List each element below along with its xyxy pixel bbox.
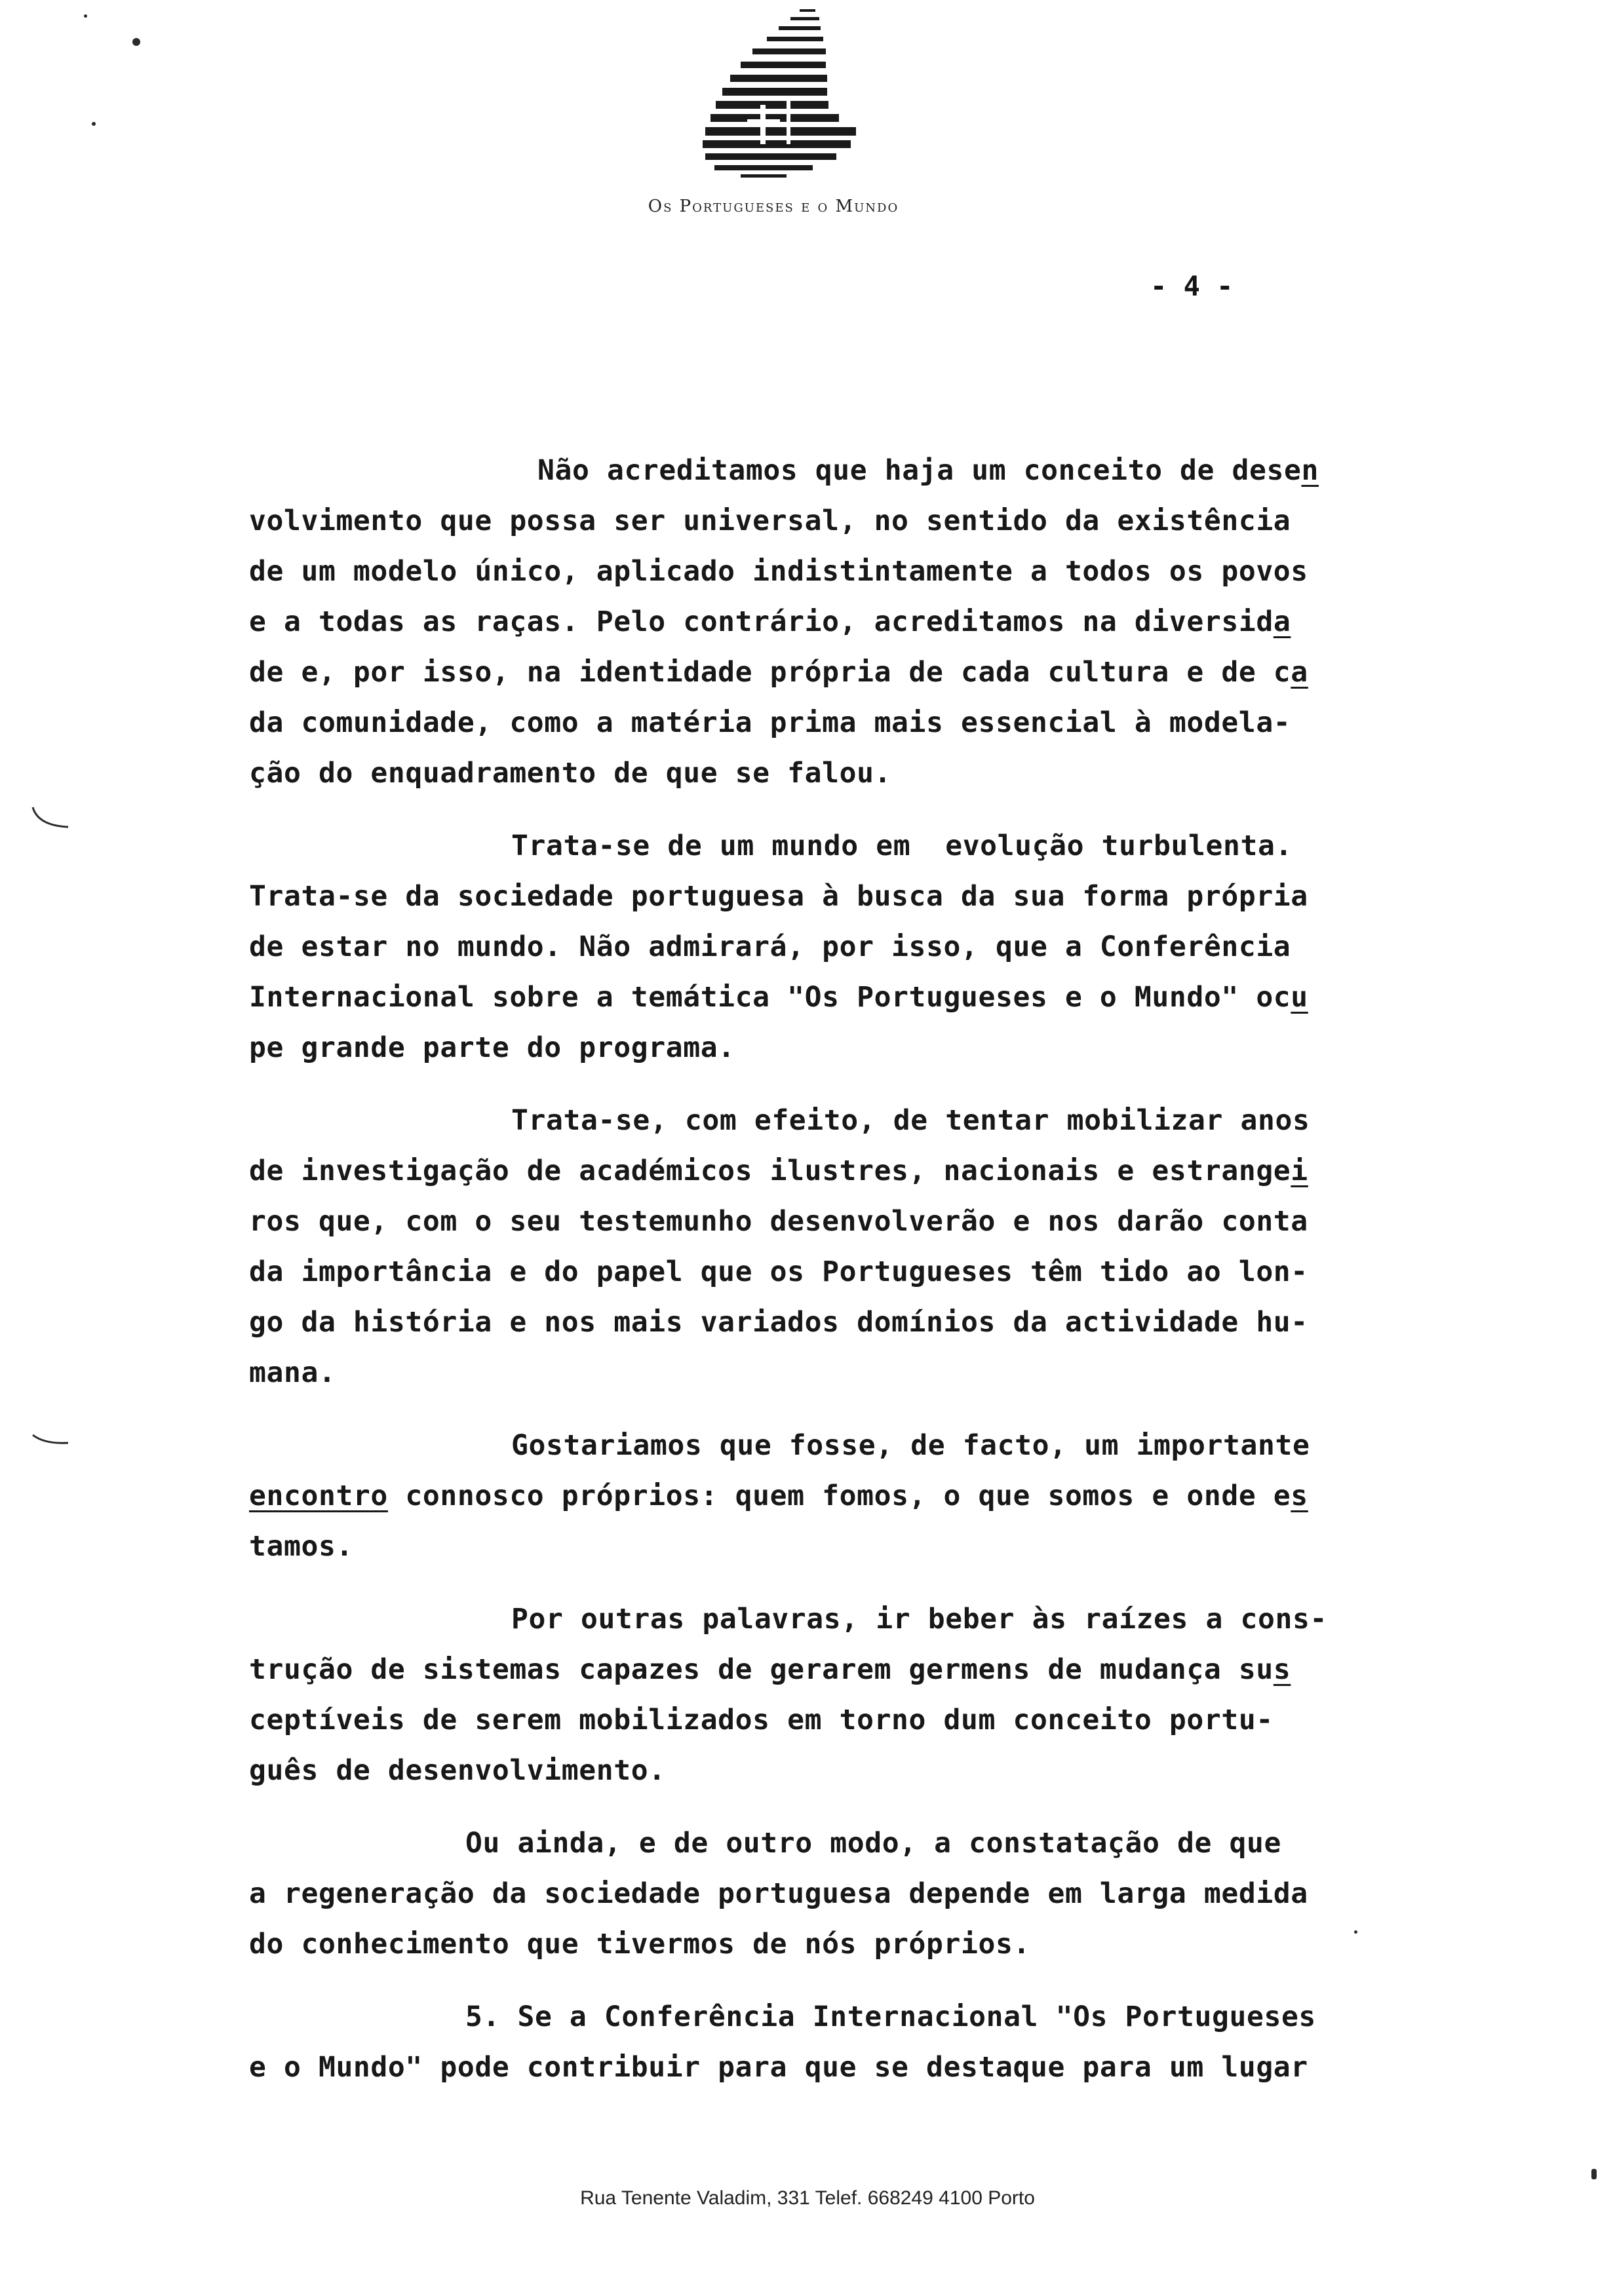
text-segment: 5. Se a Conferência Internacional "Os Portugueses <box>465 2000 1316 2033</box>
text-line <box>249 1023 1481 1073</box>
text-line <box>249 1297 1481 1348</box>
text-line <box>249 647 1481 698</box>
text-line <box>249 1594 1481 1645</box>
text-segment: mana. <box>249 1356 336 1389</box>
scan-speck <box>92 122 96 126</box>
underlined-text: n <box>1301 454 1319 487</box>
text-segment: e o Mundo" pode contribuir para que se destaque para um lugar <box>249 2051 1308 2084</box>
text-segment: trução de sistemas capazes de gerarem germens de mudança su <box>249 1653 1274 1686</box>
underlined-text: a <box>1273 605 1291 638</box>
paragraph <box>249 1992 1481 2093</box>
text-line <box>249 1096 1481 1146</box>
underlined-text: u <box>1291 981 1308 1014</box>
page-number: - 4 - <box>1150 270 1234 302</box>
underlined-text: s <box>1291 1480 1308 1512</box>
text-segment: da comunidade, como a matéria prima mais essencial à modela- <box>249 706 1291 739</box>
text-segment: Não acreditamos que haja um conceito de dese <box>537 454 1302 487</box>
text-segment: do conhecimento que tivermos de nós próprios. <box>249 1928 1030 1961</box>
paragraph <box>249 446 1481 799</box>
text-segment: de um modelo único, aplicado indistintamente a todos os povos <box>249 555 1308 588</box>
text-segment: de estar no mundo. Não admirará, por isso, que a Conferência <box>249 930 1291 963</box>
text-line <box>249 597 1481 647</box>
scan-margin-mark <box>31 806 71 832</box>
paragraph <box>249 1818 1481 1970</box>
text-segment: Trata-se, com efeito, de tentar mobilizar anos <box>511 1104 1310 1137</box>
paragraph <box>249 1594 1481 1796</box>
text-line <box>249 1146 1481 1196</box>
text-line <box>249 972 1481 1023</box>
paragraph <box>249 821 1481 1073</box>
text-line <box>249 446 1481 496</box>
text-segment: Trata-se de um mundo em evolução turbulenta. <box>511 830 1293 862</box>
text-line <box>249 546 1481 597</box>
footer-address: Rua Tenente Valadim, 331 Telef. 668249 4100 Porto <box>580 2187 1035 2209</box>
text-line <box>249 496 1481 546</box>
text-segment: da importância e do papel que os Portugueses têm tido ao lon- <box>249 1255 1308 1288</box>
text-line <box>249 1919 1481 1970</box>
paragraph <box>249 1096 1481 1398</box>
logo-emblem <box>662 0 878 190</box>
text-line <box>249 748 1481 799</box>
underlined-text: i <box>1291 1155 1308 1187</box>
text-segment: pe grande parte do programa. <box>249 1031 735 1064</box>
text-line <box>249 1471 1481 1521</box>
scan-speck <box>84 14 87 18</box>
underlined-text: a <box>1291 656 1308 689</box>
text-segment: e a todas as raças. Pelo contrário, acreditamos na diversid <box>249 605 1274 638</box>
text-segment: go da história e nos mais variados domínios da actividade hu- <box>249 1306 1308 1339</box>
text-segment: a regeneração da sociedade portuguesa depende em larga medida <box>249 1877 1308 1910</box>
text-line <box>249 1818 1481 1869</box>
text-line <box>249 1247 1481 1297</box>
underlined-text: encontro <box>249 1480 388 1512</box>
text-line <box>249 1348 1481 1398</box>
text-segment: ção do enquadramento de que se falou. <box>249 757 892 790</box>
scan-speck <box>1591 2169 1597 2179</box>
text-segment: tamos. <box>249 1530 353 1563</box>
text-segment: Internacional sobre a temática "Os Portugueses e o Mundo" oc <box>249 981 1291 1014</box>
text-line <box>249 821 1481 871</box>
body-text <box>249 446 1481 2115</box>
text-segment: Por outras palavras, ir beber às raízes a cons- <box>511 1603 1327 1636</box>
text-line <box>249 1645 1481 1695</box>
text-line <box>249 1421 1481 1471</box>
scan-speck <box>1354 1930 1357 1934</box>
text-line <box>249 1521 1481 1572</box>
org-name: Os Portugueses e o Mundo <box>648 197 899 216</box>
text-segment: guês de desenvolvimento. <box>249 1754 666 1787</box>
text-segment: Ou ainda, e de outro modo, a constatação de que <box>465 1827 1281 1860</box>
scan-speck <box>132 38 140 46</box>
scan-margin-mark <box>31 1428 71 1448</box>
text-segment: connosco próprios: quem fomos, o que somos e onde e <box>387 1480 1291 1512</box>
text-segment: Trata-se da sociedade portuguesa à busca da sua forma própria <box>249 880 1308 913</box>
text-segment: ceptíveis de serem mobilizados em torno dum conceito portu- <box>249 1704 1274 1736</box>
text-line <box>249 922 1481 972</box>
text-segment: Gostariamos que fosse, de facto, um importante <box>511 1429 1310 1462</box>
text-segment: ros que, com o seu testemunho desenvolverão e nos darão conta <box>249 1205 1308 1238</box>
text-line <box>249 1869 1481 1919</box>
text-line <box>249 698 1481 748</box>
text-line <box>249 1695 1481 1746</box>
text-segment: de e, por isso, na identidade própria de cada cultura e de c <box>249 656 1291 689</box>
underlined-text: s <box>1273 1653 1291 1686</box>
text-segment: volvimento que possa ser universal, no sentido da existência <box>249 505 1291 537</box>
text-line <box>249 1992 1481 2042</box>
text-line <box>249 871 1481 922</box>
text-line <box>249 1746 1481 1796</box>
paragraph <box>249 1421 1481 1572</box>
text-segment: de investigação de académicos ilustres, nacionais e estrange <box>249 1155 1291 1187</box>
text-line <box>249 1196 1481 1247</box>
text-line <box>249 2042 1481 2093</box>
